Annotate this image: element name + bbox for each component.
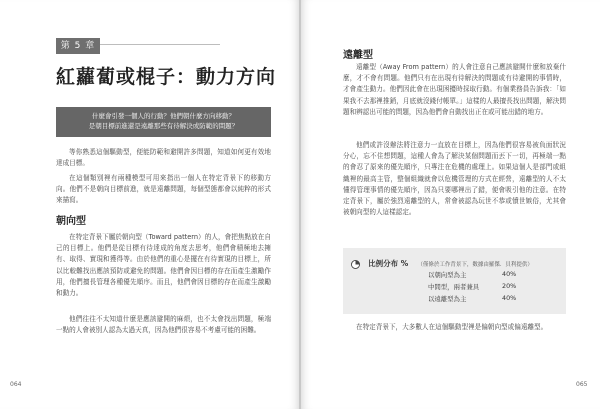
intro-paragraph-2: 在這個類別裡有兩種模型可用來指出一個人在特定背景下的移動方向。他們不是朝向目標前進，就是遠離問題，每個型態都會以純粹的形式來描寫。 [56,174,271,205]
stat-label: 中間型，兩者兼具 [428,283,480,291]
away-paragraph-2: 他們或許沒辦法將注意力一直放在目標上，因為他們很容易被負面狀況分心，忘不住想問題，這種人會為了解決某個問題而丟下一切，再極端一點的會忍了原來的優先順序，只專注在危機的處理上。如果這個人是部門或組織裡的最高主管，整個組織就會以危機管理的方式在經營，遠離型的人不太懂得管理事情的優先順序，因為只要哪裡出了錯，便會吸引他的注意。在特定背景下，屬於強烈遠離型的人，常會被認為玩世不恭或憤世嫉俗，尤其會被朝向型的人這樣認定。 [343,141,566,217]
question-line-2: 是朝目標前進還是遠離那些有待解決或防範的問題？ [88,122,239,130]
stat-title: 比例分布 % [368,259,409,268]
pie-chart-icon [351,254,360,273]
question-box [56,107,271,137]
page-number-right: 065 [576,381,588,388]
stat-value: 20% [502,282,517,290]
page-number-left: 064 [10,381,22,388]
question-line-1: 什麼會引發一個人的行動？他們朝什麼方向移動？ [92,112,235,120]
stat-value: 40% [502,270,517,278]
closing-paragraph: 在特定背景下，大多數人在這個驅動型裡是偏朝向型或偏遠離型。 [356,323,548,331]
left-page [0,0,299,409]
chapter-title: 紅蘿蔔或棍子：動力方向 [56,66,277,88]
section-heading-away: 遠離型 [343,50,373,61]
chapter-label: 第 5 章 [56,38,100,54]
chapter-divider [100,44,220,45]
stat-source: （僅條於工作背景下，數據由羅傑．貝利提供） [417,261,533,268]
stat-value: 40% [502,294,517,302]
section-heading-toward: 朝向型 [56,216,86,227]
toward-paragraph-2: 他們往往不太知道什麼是應該避開的麻煩，也不太會找出問題，極端一點的人會被別人認為太過天真，因為他們很容易不考慮可能的困難。 [56,315,271,335]
stat-label: 以遠離型為主 [428,295,467,303]
stat-label: 以朝向型為主 [428,271,467,279]
toward-paragraph-1: 在特定背景下屬於朝向型（Toward pattern）的人，會把焦點放在自己的目標上。他們是從目標有待達成的角度去思考，他們會積極地去擁有、取得、實現和獲得等。由於他們的重心是擺在有待實現的目標上，所以比較難找出應該預防或避免的問題。他們會因目標的存在而產生激勵作用，他們擅長管理各種優先順序。而且，他們會因目標的存在而產生激勵和動力。 [56,233,271,298]
intro-paragraph: 等你熟悉這個驅動型，便能防範和避開許多問題，知道如何更有效地達成目標。 [56,148,271,168]
away-paragraph-1: 遠離型（Away From pattern）的人會注意自己應該避開什麼和放棄什麼，才不會有問題。他們只有在出現有待解決的問題或有待避開的事情時，才會產生動力。他們因此會在出現困擾時採取行動。有個業務員告訴我：「如果我不去那裡推銷，月底就沒錢付帳單。」這樣的人最擅長找出問題，解決問題和辨認出可能的問題，因為他們會自動找出正在或可能出錯的地方。 [343,63,566,116]
stat-box [343,248,566,314]
